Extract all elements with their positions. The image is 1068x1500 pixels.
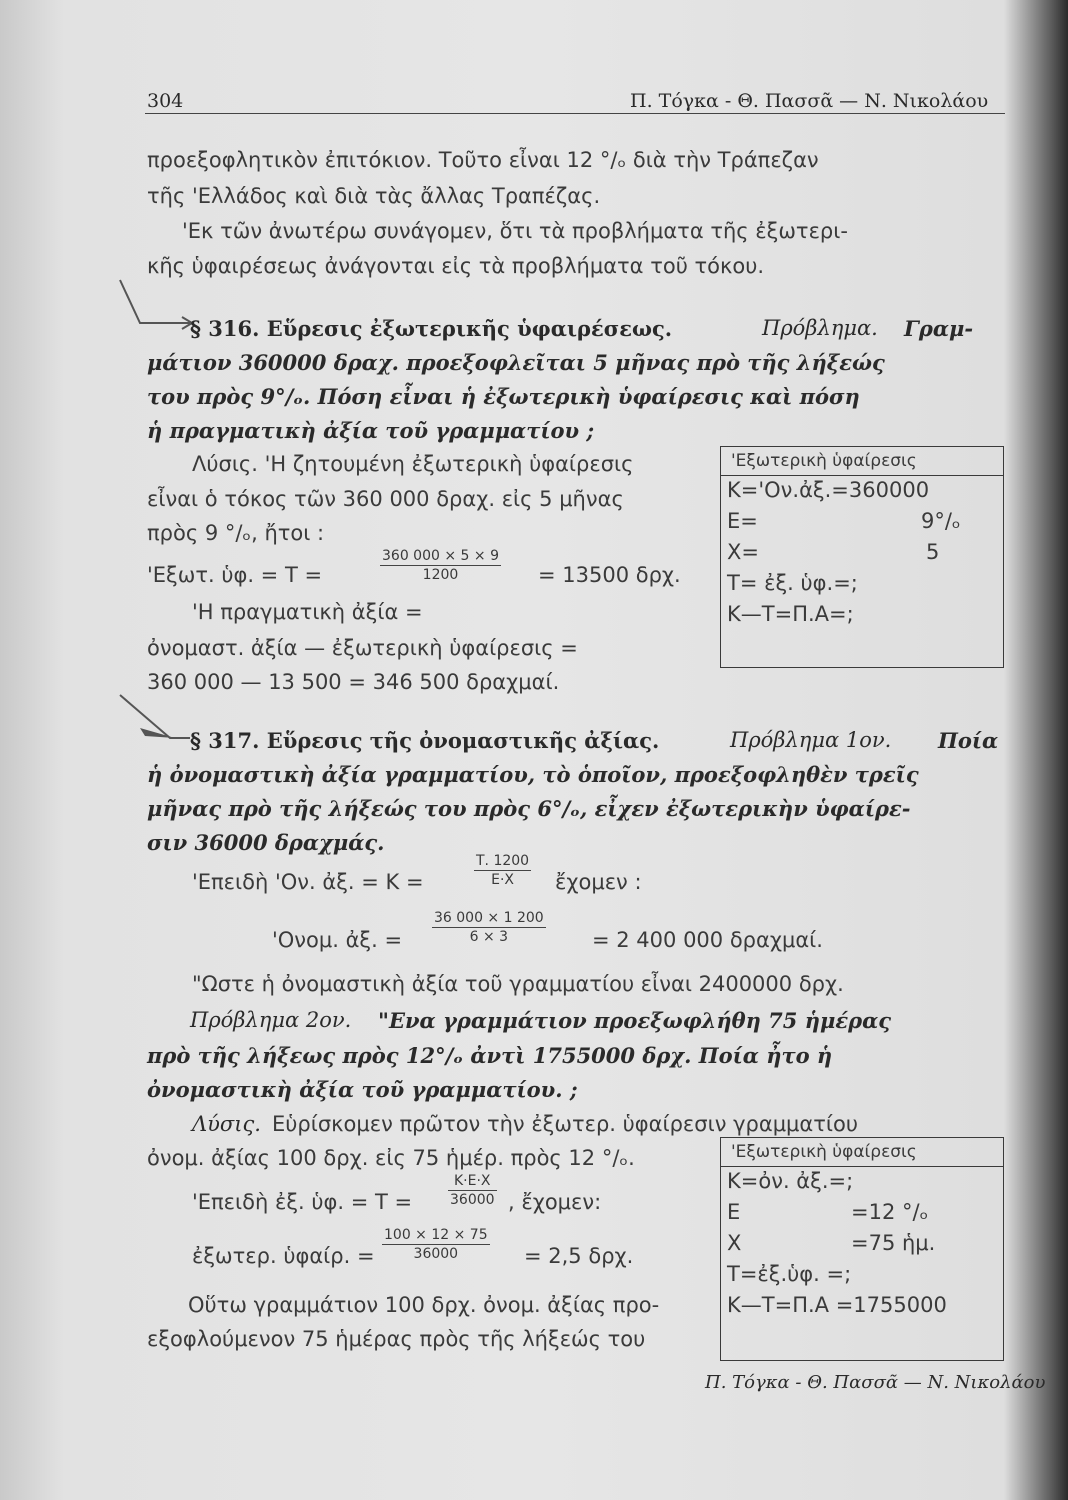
box-cell: =75 ἡμ. xyxy=(851,1231,936,1255)
box-cell: 9°/ₒ xyxy=(921,509,961,533)
equation-rhs: = 2 400 000 δραχμαί. xyxy=(592,928,823,952)
fraction-numerator: Τ. 1200 xyxy=(476,853,530,869)
box-cell: Χ= xyxy=(727,540,759,564)
equation-lhs: 'Εξωτ. ὑφ. = Τ = xyxy=(147,563,323,587)
equation-lhs: ἐξωτερ. ὑφαίρ. = xyxy=(192,1244,375,1268)
equation-lhs: 'Ονομ. ἀξ. = xyxy=(272,928,403,952)
fraction-numerator: 100 × 12 × 75 xyxy=(384,1227,488,1243)
footer-authors: Π. Τόγκα - Θ. Πασσᾶ — Ν. Νικολάου xyxy=(705,1372,1046,1393)
box-cell: =12 °/ₒ xyxy=(851,1200,929,1224)
fraction xyxy=(474,853,531,888)
fraction-bar xyxy=(474,870,531,871)
box-cell: Χ xyxy=(727,1231,742,1255)
fraction-bar xyxy=(432,927,546,928)
problem-label: Πρόβλημα 2ον. xyxy=(190,1008,352,1032)
box-row xyxy=(721,569,1003,600)
text-line: μάτιον 360000 δραχ. προεξοφλεῖται 5 μῆνας πρὸ τῆς λήξεώς xyxy=(147,350,885,375)
box-cell: Κ=ὀν. ἀξ.=; xyxy=(727,1169,854,1193)
fraction-bar xyxy=(448,1190,497,1191)
problem-label: Πρόβλημα 1ον. xyxy=(730,728,892,752)
equation-rhs: , ἔχομεν: xyxy=(508,1190,602,1214)
text-line: 360 000 — 13 500 = 346 500 δραχμαί. xyxy=(147,670,560,694)
equation-rhs: = 2,5 δρχ. xyxy=(524,1244,634,1268)
box-row xyxy=(721,1291,1003,1322)
box-cell: Κ—Τ=Π.Α =1755000 xyxy=(727,1293,947,1317)
data-box-316 xyxy=(720,446,1004,668)
box-row xyxy=(721,1167,1003,1198)
text-line: Εὑρίσκομεν πρῶτον τὴν ἐξωτερ. ὑφαίρεσιν γραμματίου xyxy=(272,1112,859,1136)
fraction-bar xyxy=(382,1244,490,1245)
text-line: μῆνας πρὸ τῆς λήξεώς του πρὸς 6°/ₒ, εἶχεν ἐξωτερικὴν ὑφαίρε- xyxy=(147,796,911,821)
box-cell: Ε xyxy=(727,1200,741,1224)
fraction xyxy=(380,548,501,583)
text-line: "Ενα γραμμάτιον προεξωφλήθη 75 ἡμέρας xyxy=(378,1008,892,1033)
text-line: ἡ ὀνομαστικὴ ἀξία γραμματίου, τὸ ὁποῖον, προεξοφληθὲν τρεῖς xyxy=(147,762,919,787)
text-line: του πρὸς 9°/ₒ. Πόση εἶναι ἡ ἐξωτερικὴ ὑφαίρεσις καὶ πόση xyxy=(147,384,860,409)
fraction xyxy=(448,1173,497,1208)
equation-rhs: ἔχομεν : xyxy=(555,870,642,894)
text-line: 'Εκ τῶν ἀνωτέρω συνάγομεν, ὅτι τὰ προβλήματα τῆς ἐξωτερι- xyxy=(182,219,848,243)
fraction-denominator: 6 × 3 xyxy=(469,929,509,945)
box-row xyxy=(721,538,1003,569)
text-line: εξοφλούμενον 75 ἡμέρας πρὸς τῆς λήξεώς του xyxy=(147,1327,646,1351)
box-row xyxy=(721,1229,1003,1260)
text-line: Γραμ- xyxy=(904,316,974,341)
fraction-numerator: Κ·Ε·Χ xyxy=(454,1173,491,1189)
pencil-arrow-mark xyxy=(115,690,195,750)
text-line: κῆς ὑφαιρέσεως ἀνάγονται εἰς τὰ προβλήματα τοῦ τόκου. xyxy=(147,254,765,278)
page-number: 304 xyxy=(147,90,184,112)
text-line: σιν 36000 δραχμάς. xyxy=(147,830,385,855)
box-row xyxy=(721,507,1003,538)
problem-label: Πρόβλημα. xyxy=(762,316,878,340)
text-line: προεξοφλητικὸν ἐπιτόκιον. Τοῦτο εἶναι 12 °/ₒ διὰ τὴν Τράπεζαν xyxy=(147,148,819,172)
text-line: ὀνομαστικὴ ἀξία τοῦ γραμματίου. ; xyxy=(147,1077,578,1102)
text-line: ὀνομ. ἀξίας 100 δρχ. εἰς 75 ἡμέρ. πρὸς 12 °/ₒ. xyxy=(147,1146,635,1170)
fraction xyxy=(432,910,546,945)
text-line: εἶναι ὁ τόκος τῶν 360 000 δραχ. εἰς 5 μῆνας xyxy=(147,487,624,511)
solution-label: Λύσις. xyxy=(192,1112,261,1136)
text-line: πρὸς 9 °/ₒ, ἤτοι : xyxy=(147,521,325,545)
box-cell: Τ= ἐξ. ὑφ.=; xyxy=(727,571,858,595)
solution-line: Λύσις. 'Η ζητουμένη ἐξωτερικὴ ὑφαίρεσις xyxy=(192,452,634,476)
fraction-bar xyxy=(380,565,501,566)
box-title: 'Εξωτερικὴ ὑφαίρεσις xyxy=(721,447,1003,476)
section-316-heading: § 316. Εὕρεσις ἐξωτερικῆς ὑφαιρέσεως. xyxy=(190,316,673,341)
text-line: Οὕτω γραμμάτιον 100 δρχ. ὀνομ. ἀξίας προ- xyxy=(188,1293,660,1317)
fraction xyxy=(382,1227,490,1262)
text-line: "Ωστε ἡ ὀνομαστικὴ ἀξία τοῦ γραμματίου εἶναι 2400000 δρχ. xyxy=(192,972,844,996)
fraction-denominator: 1200 xyxy=(422,567,459,583)
fraction-denominator: 36000 xyxy=(450,1192,495,1208)
box-row xyxy=(721,1260,1003,1291)
text-line: τῆς 'Ελλάδος καὶ διὰ τὰς ἄλλας Τραπέζας. xyxy=(147,184,601,208)
box-row xyxy=(721,1198,1003,1229)
text-line: ἡ πραγματικὴ ἀξία τοῦ γραμματίου ; xyxy=(147,418,595,443)
box-cell: Τ=ἐξ.ὑφ. =; xyxy=(727,1262,852,1286)
box-cell: Κ—Τ=Π.Α=; xyxy=(727,602,854,626)
box-cell: Ε= xyxy=(727,509,758,533)
fraction-denominator: 36000 xyxy=(413,1246,459,1262)
box-row xyxy=(721,600,1003,631)
fraction-numerator: 360 000 × 5 × 9 xyxy=(382,548,499,564)
text-line: ὀνομαστ. ἀξία — ἐξωτερικὴ ὑφαίρεσις = xyxy=(147,636,578,660)
equation-lhs: 'Επειδὴ 'Ον. ἀξ. = Κ = xyxy=(192,870,424,894)
text-line: 'Η πραγματικὴ ἀξία = xyxy=(192,600,423,624)
box-cell: Κ='Ον.ἀξ.=360000 xyxy=(727,478,930,502)
fraction-denominator: Ε·Χ xyxy=(491,872,514,888)
data-box-317 xyxy=(720,1137,1004,1361)
pencil-arrow-mark xyxy=(100,275,200,335)
fraction-numerator: 36 000 × 1 200 xyxy=(434,910,544,926)
text-line: Ποία xyxy=(938,728,999,753)
equation-rhs: = 13500 δρχ. xyxy=(538,563,681,587)
box-row xyxy=(721,476,1003,507)
running-header-authors: Π. Τόγκα - Θ. Πασσᾶ — Ν. Νικολάου xyxy=(630,90,989,112)
section-317-heading: § 317. Εὕρεσις τῆς ὀνομαστικῆς ἀξίας. xyxy=(190,728,660,753)
equation-lhs: 'Επειδὴ ἐξ. ὑφ. = Τ = xyxy=(192,1190,413,1214)
box-title: 'Εξωτερικὴ ὑφαίρεσις xyxy=(721,1138,1003,1167)
text-line: πρὸ τῆς λήξεως πρὸς 12°/ₒ ἀντὶ 1755000 δρχ. Ποία ἦτο ἡ xyxy=(147,1043,833,1068)
box-cell: 5 xyxy=(926,540,940,564)
header-rule xyxy=(145,113,1005,114)
